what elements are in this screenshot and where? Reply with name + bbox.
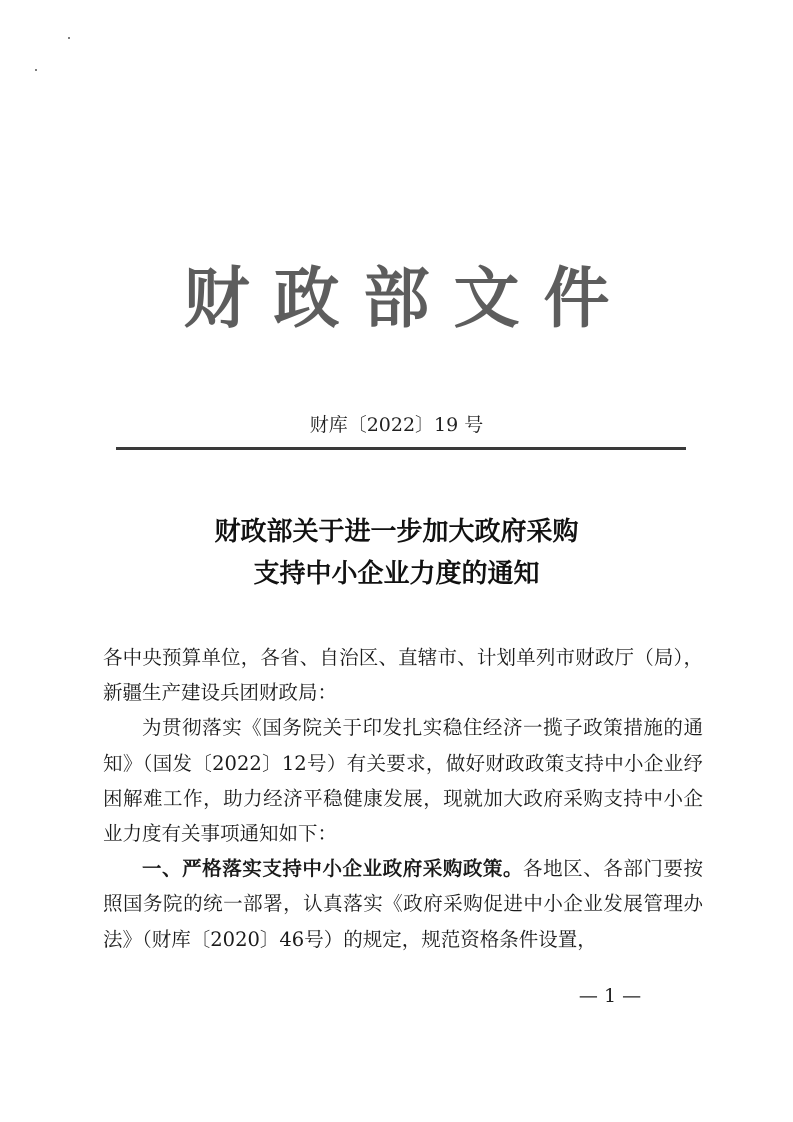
notice-title-line1: 财政部关于进一步加大政府采购 <box>214 517 579 547</box>
document-header: 财政部文件 <box>183 259 634 337</box>
scan-speck <box>35 69 37 71</box>
intro-paragraph: 为贯彻落实《国务院关于印发扎实稳住经济一揽子政策措施的通知》（国发〔2022〕12号）有关要求，做好财政政策支持中小企业纾困解难工作，助力经济平稳健康发展，现就加大政府采购支持中小企业力度有关事项通知如下： <box>103 716 703 846</box>
page-number: — 1 — <box>578 985 642 1007</box>
section-one-text: 各地区、各部门要按照国务院的统一部署，认真落实《政府采购促进中小企业发展管理办法》（财库〔2020〕46号）的规定，规范资格条件设置， <box>103 857 703 951</box>
scan-speck <box>68 37 70 39</box>
body-text <box>103 640 703 957</box>
notice-title-line2: 支持中小企业力度的通知 <box>253 559 540 589</box>
document-number: 财库〔2022〕19 号 <box>309 414 484 436</box>
section-one-paragraph <box>103 851 703 957</box>
recipients-paragraph: 各中央预算单位，各省、自治区、直辖市、计划单列市财政厅（局），新疆生产建设兵团财政局： <box>103 646 703 705</box>
header-rule <box>116 447 686 450</box>
section-one-heading: 一、严格落实支持中小企业政府采购政策。 <box>142 857 524 881</box>
